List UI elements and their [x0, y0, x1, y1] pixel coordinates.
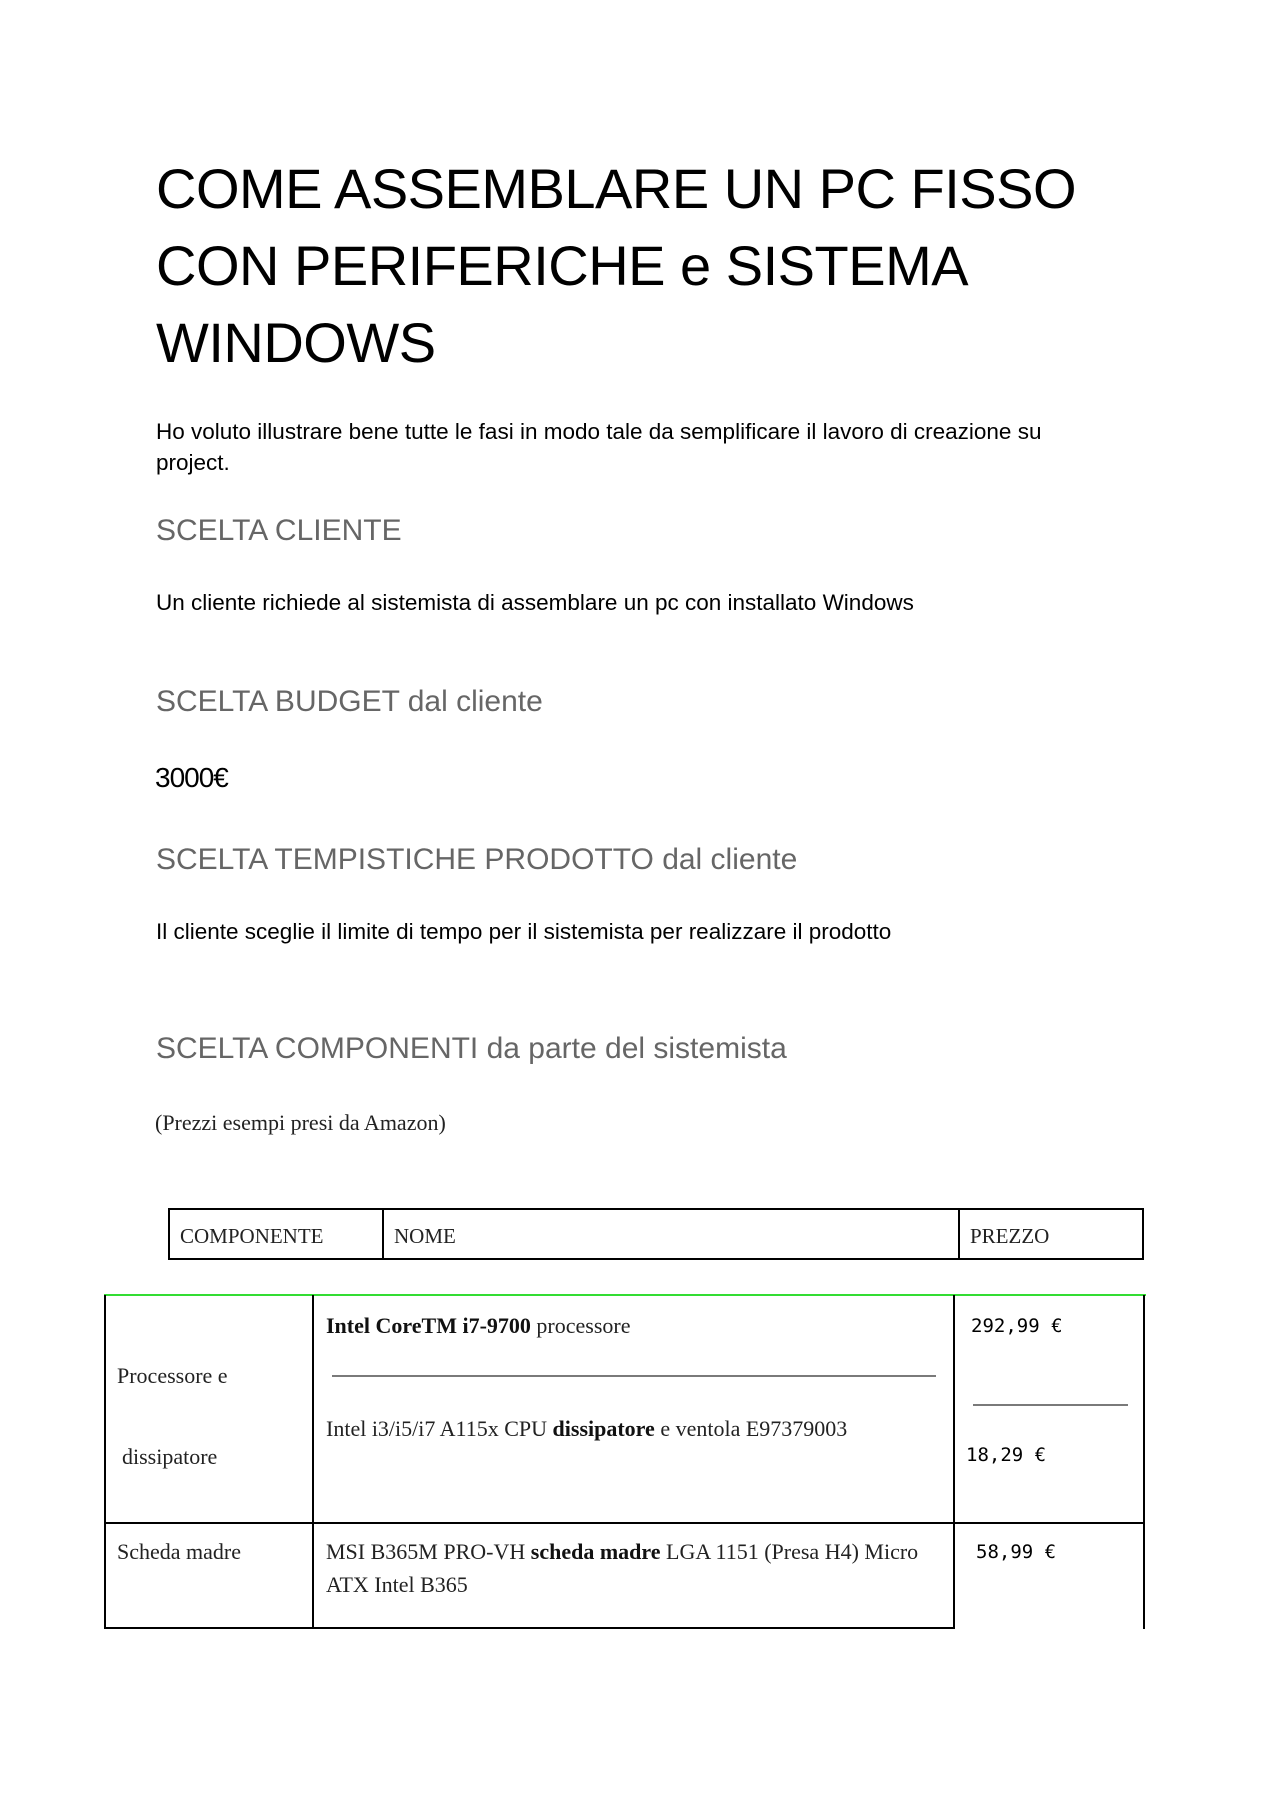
section-heading-budget: SCELTA BUDGET dal cliente: [156, 685, 543, 718]
cell-separator-rule: [332, 1375, 936, 1377]
row-processor-component-line1: Processore e: [117, 1363, 228, 1388]
intro-paragraph: Ho voluto illustrare bene tutte le fasi in modo tale da semplificare il lavoro di creazione su project.: [156, 419, 1042, 475]
row-processor-price-cpu: 292,99 €: [971, 1315, 1063, 1337]
cooler-name-bold: dissipatore: [552, 1416, 655, 1441]
section-heading-cliente: SCELTA CLIENTE: [156, 514, 402, 547]
header-price: PREZZO: [970, 1224, 1050, 1248]
mb-name-bold: scheda madre: [530, 1539, 661, 1564]
row-motherboard-price: 58,99 €: [976, 1541, 1057, 1563]
table-col-divider-2: [953, 1295, 955, 1629]
table-col-divider-1: [312, 1295, 314, 1629]
row-motherboard-component: Scheda madre: [117, 1539, 241, 1564]
row-processor-item-cpu: [326, 1313, 630, 1339]
table-left-border: [104, 1295, 106, 1629]
budget-amount: 3000€: [155, 762, 228, 793]
section-heading-tempistiche: SCELTA TEMPISTICHE PRODOTTO dal cliente: [156, 843, 798, 876]
page-title: COME ASSEMBLARE UN PC FISSO CON PERIFERICHE e SISTEMA WINDOWS: [156, 157, 1077, 374]
components-table-header: [168, 1208, 1144, 1260]
cpu-name-bold: Intel CoreTM i7-9700: [326, 1313, 531, 1338]
cooler-name-pre: Intel i3/i5/i7 A115x CPU: [326, 1416, 553, 1441]
row-motherboard-name-line1: [326, 1539, 918, 1565]
table-bottom-border: [104, 1627, 955, 1629]
table-row-divider: [104, 1522, 1145, 1524]
row-processor-component-line2: dissipatore: [122, 1444, 218, 1469]
row-processor-item-cooler: [326, 1416, 847, 1442]
mb-name-post: LGA 1151 (Presa H4) Micro: [660, 1539, 919, 1564]
section-text-tempistiche: Il cliente sceglie il limite di tempo per il sistemista per realizzare il prodotto: [156, 919, 892, 944]
price-separator-rule: [973, 1404, 1128, 1406]
section-heading-componenti: SCELTA COMPONENTI da parte del sistemista: [156, 1032, 787, 1065]
header-name: NOME: [384, 1210, 960, 1258]
cooler-name-post: e ventola E97379003: [654, 1416, 848, 1441]
section-text-cliente: Un cliente richiede al sistemista di assemblare un pc con installato Windows: [156, 590, 914, 615]
row-processor-price-cooler: 18,29 €: [966, 1444, 1047, 1466]
table-right-border: [1143, 1295, 1145, 1629]
cpu-name-rest: processore: [530, 1313, 631, 1338]
mb-name-pre: MSI B365M PRO-VH: [326, 1539, 531, 1564]
table-top-border: [104, 1294, 1146, 1296]
header-component: COMPONENTE: [170, 1210, 384, 1258]
row-motherboard-name-line2: ATX Intel B365: [326, 1572, 468, 1597]
price-source-note: (Prezzi esempi presi da Amazon): [155, 1110, 446, 1135]
